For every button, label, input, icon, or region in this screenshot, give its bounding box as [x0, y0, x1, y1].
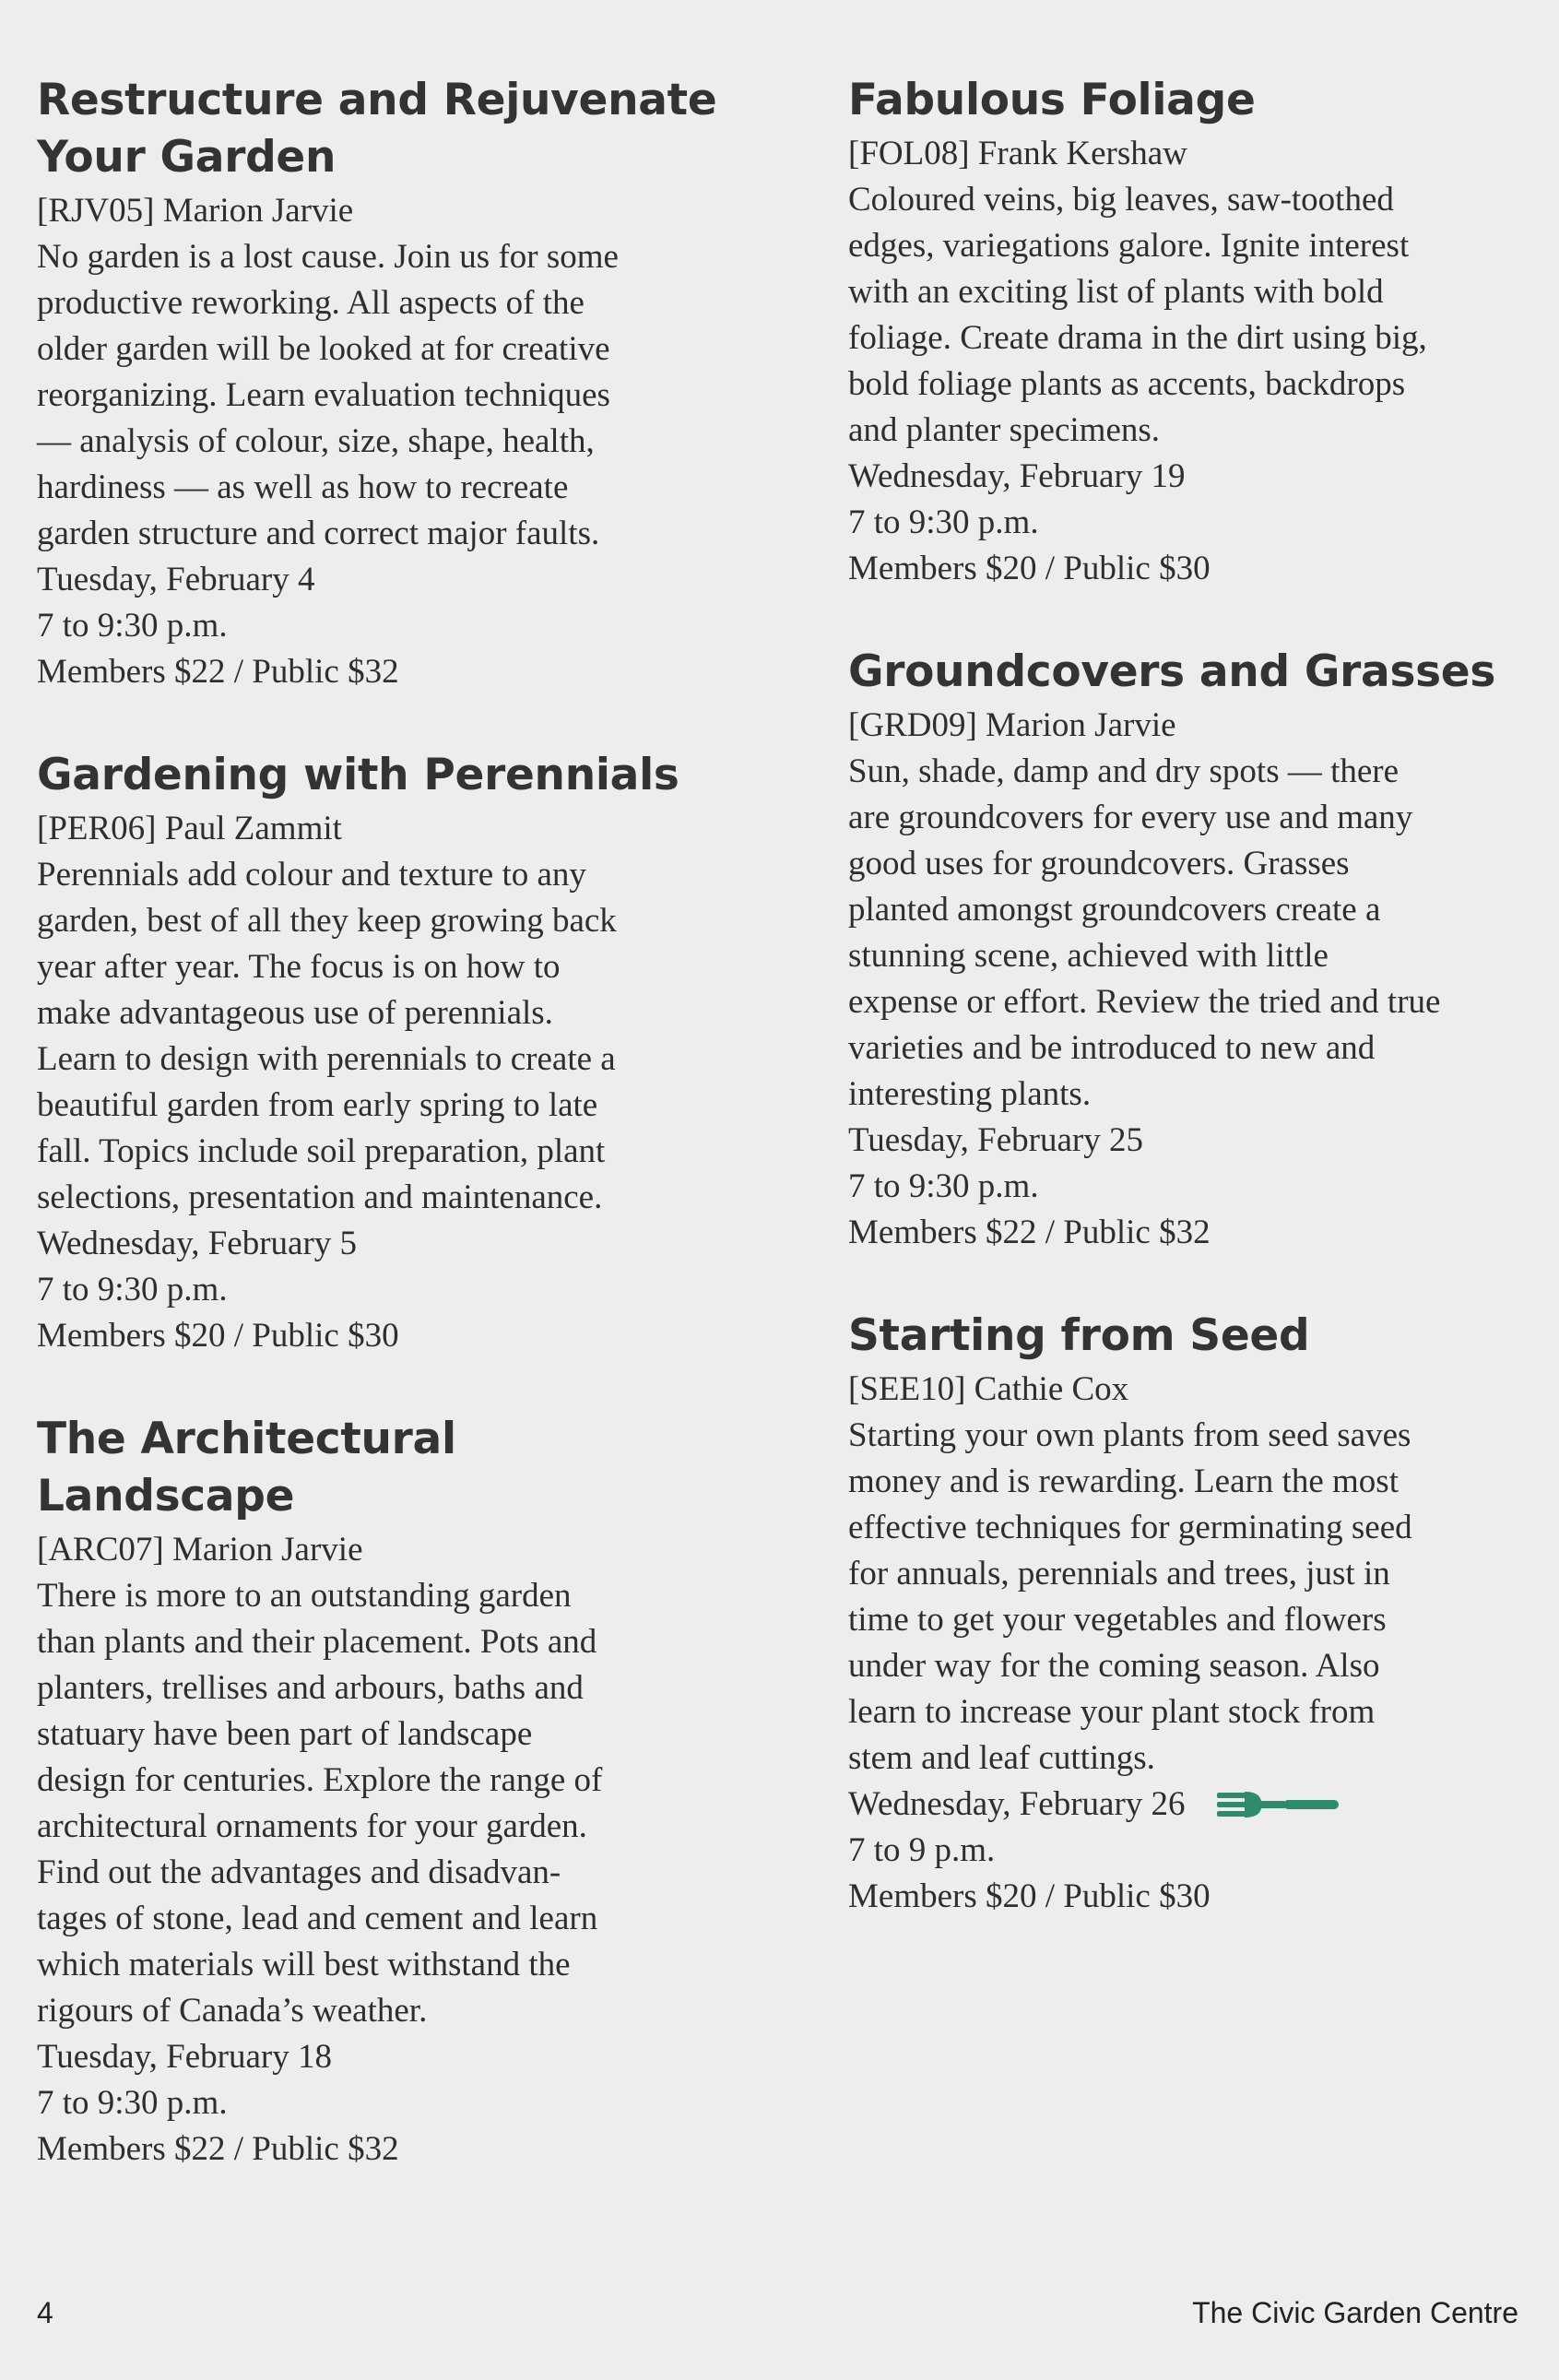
description-line: There is more to an outstanding garden [37, 1577, 572, 1615]
course-description [37, 852, 719, 1221]
course-date: Tuesday, February 25 [848, 1121, 1143, 1159]
course-code-instructor: [ARC07] Marion Jarvie [37, 1531, 363, 1569]
description-line: hardiness — as well as how to recreate [37, 468, 569, 506]
course-code-instructor: [PER06] Paul Zammit [37, 810, 342, 847]
description-line: Sun, shade, damp and dry spots — there [848, 752, 1400, 790]
description-line: tages of stone, lead and cement and learn [37, 1900, 598, 1937]
description-line: Starting your own plants from seed saves [848, 1416, 1411, 1454]
description-line: beautiful garden from early spring to late [37, 1086, 598, 1124]
description-line: fall. Topics include soil preparation, plant [37, 1132, 606, 1170]
description-line: learn to increase your plant stock from [848, 1693, 1376, 1731]
course-title-line: Gardening with Perennials [37, 750, 679, 800]
course-title-line: Groundcovers and Grasses [848, 646, 1496, 697]
description-line: No garden is a lost cause. Join us for some [37, 238, 619, 276]
description-line: garden, best of all they keep growing back [37, 902, 617, 940]
description-line: Coloured veins, big leaves, saw-toothed [848, 181, 1394, 219]
description-line: bold foliage plants as accents, backdrops [848, 365, 1406, 403]
description-line: under way for the coming season. Also [848, 1647, 1380, 1685]
description-line: for annuals, perennials and trees, just in [848, 1555, 1390, 1593]
description-line: expense or effort. Review the tried and true [848, 983, 1441, 1021]
course-grd09 [848, 644, 1530, 1256]
description-line: Find out the advantages and disadvan- [37, 1853, 561, 1891]
description-line: with an exciting list of plants with bold [848, 273, 1384, 311]
description-line: stunning scene, achieved with little [848, 937, 1329, 975]
description-line: foliage. Create drama in the dirt using big, [848, 319, 1427, 357]
course-price: Members $20 / Public $30 [37, 1317, 399, 1355]
course-description [848, 1413, 1530, 1782]
description-line: planted amongst groundcovers create a [848, 891, 1381, 929]
course-title [37, 1411, 719, 1525]
course-code-instructor: [GRD09] Marion Jarvie [848, 706, 1176, 744]
course-date: Tuesday, February 18 [37, 2038, 332, 2076]
course-time: 7 to 9:30 p.m. [37, 1271, 228, 1308]
course-price: Members $22 / Public $32 [37, 653, 399, 691]
description-line: interesting plants. [848, 1075, 1092, 1113]
course-title-line: Your Garden [37, 132, 337, 183]
course-time: 7 to 9:30 p.m. [848, 1167, 1039, 1205]
description-line: statuary have been part of landscape [37, 1715, 533, 1753]
description-line: than plants and their placement. Pots and [37, 1623, 597, 1661]
course-price: Members $22 / Public $32 [37, 2130, 399, 2168]
course-date: Wednesday, February 19 [848, 457, 1186, 495]
description-line: Perennials add colour and texture to any [37, 856, 586, 894]
course-code-instructor: [SEE10] Cathie Cox [848, 1370, 1129, 1408]
description-line: garden structure and correct major faults. [37, 515, 600, 552]
course-title [848, 644, 1530, 701]
description-line: edges, variegations galore. Ignite interest [848, 227, 1410, 265]
description-line: which materials will best withstand the [37, 1946, 571, 1983]
course-description [37, 234, 719, 557]
course-title-line: Starting from Seed [848, 1310, 1310, 1361]
course-date: Wednesday, February 5 [37, 1225, 358, 1262]
description-line: Learn to design with perennials to create a [37, 1040, 616, 1078]
course-title [37, 72, 719, 186]
garden-fork-icon [1217, 1788, 1342, 1821]
description-line: planters, trellises and arbours, baths and [37, 1669, 584, 1707]
course-title-line: The Architectural Landscape [37, 1414, 456, 1522]
course-see10 [848, 1308, 1530, 1920]
course-description [848, 749, 1530, 1118]
description-line: productive reworking. All aspects of the [37, 284, 585, 322]
description-line: design for centuries. Explore the range of [37, 1761, 603, 1799]
course-time: 7 to 9 p.m. [848, 1831, 996, 1869]
description-line: time to get your vegetables and flowers [848, 1601, 1387, 1639]
description-line: make advantageous use of perennials. [37, 994, 553, 1032]
course-time: 7 to 9:30 p.m. [37, 607, 228, 645]
course-description [37, 1573, 719, 2034]
course-time: 7 to 9:30 p.m. [37, 2084, 228, 2122]
course-arc07 [37, 1411, 719, 2173]
description-line: and planter specimens. [848, 411, 1161, 449]
course-title [848, 72, 1530, 129]
right-column [848, 72, 1530, 1971]
course-price: Members $20 / Public $30 [848, 1877, 1211, 1915]
left-column [37, 72, 719, 2224]
footer-organization: The Civic Garden Centre [1192, 2296, 1518, 2329]
description-line: selections, presentation and maintenance. [37, 1178, 603, 1216]
course-date: Tuesday, February 4 [37, 561, 315, 598]
course-code-instructor: [RJV05] Marion Jarvie [37, 192, 354, 230]
course-title [37, 747, 719, 804]
course-rjv05 [37, 72, 719, 695]
course-per06 [37, 747, 719, 1359]
description-line: rigours of Canada’s weather. [37, 1992, 428, 2030]
description-line: varieties and be introduced to new and [848, 1029, 1376, 1067]
course-price: Members $20 / Public $30 [848, 550, 1211, 587]
course-description [848, 177, 1530, 454]
course-title [848, 1308, 1530, 1365]
course-title-line: Fabulous Foliage [848, 75, 1256, 125]
description-line: money and is rewarding. Learn the most [848, 1462, 1399, 1500]
description-line: — analysis of colour, size, shape, health, [37, 422, 595, 460]
description-line: effective techniques for germinating seed [848, 1509, 1412, 1546]
description-line: are groundcovers for every use and many [848, 799, 1413, 836]
course-code-instructor: [FOL08] Frank Kershaw [848, 135, 1187, 172]
course-fol08 [848, 72, 1530, 592]
page-number: 4 [37, 2296, 53, 2329]
description-line: older garden will be looked at for creative [37, 330, 610, 368]
course-date: Wednesday, February 26 [848, 1785, 1186, 1823]
description-line: year after year. The focus is on how to [37, 948, 561, 986]
course-date-row [848, 1782, 1530, 1828]
description-line: reorganizing. Learn evaluation techniques [37, 376, 610, 414]
description-line: stem and leaf cuttings. [848, 1739, 1155, 1777]
description-line: architectural ornaments for your garden. [37, 1807, 587, 1845]
description-line: good uses for groundcovers. Grasses [848, 845, 1350, 882]
course-price: Members $22 / Public $32 [848, 1214, 1211, 1251]
course-time: 7 to 9:30 p.m. [848, 503, 1039, 541]
course-title-line: Restructure and Rejuvenate [37, 75, 717, 125]
